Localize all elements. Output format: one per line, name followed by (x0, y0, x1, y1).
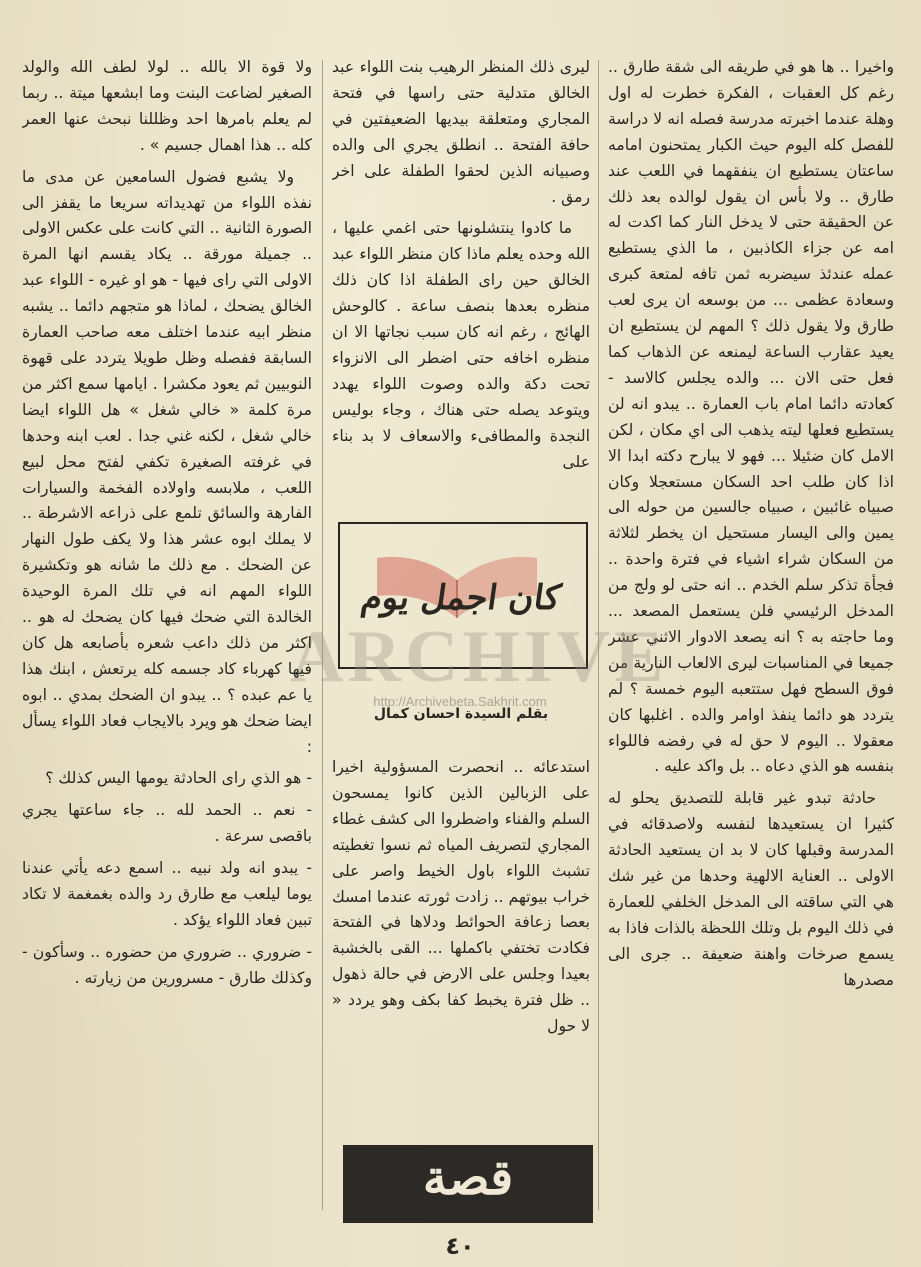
article-byline: بقلم السيدة احسان كمال (373, 706, 549, 722)
article-column-middle-top (332, 55, 590, 500)
paragraph: ما كادوا ينتشلونها حتى اغمي عليها ، الله وحده يعلم ماذا كان منظر اللواء عبد الخالق حين راى الطفلة اذا كان ذلك منظره بعدها بنصف ساعة . كالوحش الهائج ، رغم انه كان سبب نجاتها الا ان منظره اخافه حتى اضطر الى الانزواء تحت دكة والده وصوت اللواء يهدد ويتوعد يصله حتى هناك ، وجاء بوليس النجدة والمطافىء والاسعاف لا بد بناء على (332, 219, 590, 471)
paragraph: ليرى ذلك المنظر الرهيب بنت اللواء عبد الخالق متدلية حتى راسها في فتحة المجاري ومتعلقة بيديها الضعيفتين في حافة الفتحة .. انطلق يجري الى والده وصبيانه الذين لحقوا الطفلة على اخر رمق . (332, 58, 590, 206)
paragraph: حادثة تبدو غير قابلة للتصديق يحلو له كثيرا ان يستعيدها لنفسه ولاصدقائه في المدرسة وقبلها كان لا بد ان يستعيد الحادثة الاولى .. العناية الالهية وحدها من غير شك هي التي ساقته الى المدخل الخلفي للعمارة في ذلك اليوم بل وتلك اللحظة بالذات فاذا به يسمع صرخات واهنة ضعيفة .. جرى الى مصدرها (608, 789, 894, 989)
dialogue-line: - نعم .. الحمد لله .. جاء ساعتها يجري باقصى سرعة . (22, 801, 312, 846)
page-number: ٤٠ (445, 1232, 475, 1260)
paragraph: استدعائه .. انحصرت المسؤولية اخيرا على الزبالين الذين كانوا يمسحون السلم والفناء واضطروا الى كشف غطاء المجاري لتصريف المياه ثم نسوا تغطيته تشبث اللواء باول الخيط واصر على خراب بيوتهم .. زادت ثورته عندما امسك بعصا زعافة الحوائط ودلاها في الفتحة فكادت تختفي باكملها ... القى بالخشبة بعيدا وجلس على الارض في حالة ذهول .. ظل فترة يخبط كفا بكف وهو يردد « لا حول (332, 758, 590, 1036)
paragraph: ولا قوة الا بالله .. لولا لطف الله والولد الصغير لضاعت البنت وما ابشعها ميتة .. ربما لم يعلم بامرها احد وظللنا نبحث عنها العمر كله .. هذا اهمال جسيم » . (22, 58, 312, 154)
dialogue-line: - يبدو انه ولد نبيه .. اسمع دعه يأتي عندنا يوما ليلعب مع طارق رد والده بغمغمة لا تكاد تبين فعاد اللواء يؤكد . (22, 859, 312, 929)
dialogue-line: - ضروري .. ضروري من حضوره .. وسأكون - وكذلك طارق - مسرورين من زيارته . (22, 942, 312, 987)
watermark-text: ARCHIVE (290, 616, 668, 698)
article-title: كان اجمل يوم (358, 578, 564, 618)
paragraph: ولا يشبع فضول السامعين عن مدى ما نفذه اللواء من تهديداته سريعا ما يقفز الى الصورة الثانية .. التي كانت على عكس الاولى .. جميلة مورقة .. يكاد يقسم انها المرة الاولى التي راى فيها - هو او غيره - اللواء عبد الخالق يضحك ، لماذا هو متجهم دائما .. يشبه منظر ابيه عندما اختلف معه صاحب العمارة السابقة ففصله وظل طويلا يتردد على قهوة النوبيين ثم يعود مكشرا . ايامها سمع اكثر من مرة كلمة « خالي شغل » هل اللواء ايضا خالي شغل ، لكنه غني جدا . لعب ابنه وحدها في غرفته الصغيرة تكفي لفتح محل لبيع اللعب ، ملابسه واولاده الفخمة والسيارات الفارهة والسائق تلمع على ذراعه الاشرطة .. لا يملك ابوه عشر هذا ولا يكف طول النهار عن الضحك . مع ذلك ما شانه هو وتكشيرة اللواء المهم انه في تلك المرة الوحيدة الخالدة التي ضحك فيها كان يضحك له هو .. اكثر من ذلك داعب شعره بأصابعه هل كان فيها كهرباء كاد جسمه كله يرتعش ، ابنك هذا يا عم عبده ؟ .. يبدو ان الضحك بمدي .. ابوه ايضا ضحك هو ويرد بالايجاب فعاد اللواء يسأل : (22, 167, 312, 756)
paragraph: واخيرا .. ها هو في طريقه الى شقة طارق .. رغم كل العقبات ، الفكرة خطرت له اول وهلة عندما اخبرته مدرسة فصله انه لا دراسة للفصل كله اليوم حيث الكبار يمتحنون امامه ساعتان يستطيع ان ينفقهما في اللعب عند طارق .. ولا بأس ان يقول لوالده بعد ذلك عن الحقيقة حتى لا يدخل النار كما اكدت له امه عن جزاء الكاذبين ، ما الذي يستطيع عمله عندئذ سيضربه ثمن تافه لمتعة كبرى وسعادة عظمى ... من بوسعه ان يرى لعب طارق ولا يقول ذلك ؟ المهم لن يستطيع ان يعيد عقارب الساعة ليمنعه عن الذهاب كما فعل حتى الان ... والده يجلس كالاسد - كعادته دائما امام باب العمارة .. يبدو انه لن يستطيع فعلها ليته يذهب الى اي مكان ، لكن الامل كان ضئيلا ... فهو لا يبارح دكته ابدا الا اذا كان طلب احد السكان مستعجلا وكان صبياه غائبين ، صبياه جالسين من حوله الى يمين والى اليسار مستحيل ان يخطر لثلاثة من السكان شراء اشياء في فترة واحدة .. فجأة تذكر سلم الخدم .. انه حتى لو ولج من المدخل الرئيسي فلن يستعمل المصعد ... وما حاجته به ؟ انه يصعد الادوار الاثني عشر جميعا في المناسبات ليرى الالعاب النارية من فوق السطح فهل ستتعبه اليوم خمسة ؟ لم يتردد هو دائما ينفذ اوامر والده . اغلبها كان معقولا .. اليوم لا حق له في رفضه فاللواء بنفسه هو الذي دعاه .. بل واكد عليه . (608, 58, 894, 776)
story-banner-label: قصة (422, 1150, 514, 1206)
article-column-left (22, 55, 312, 1225)
dialogue-line: - هو الذي راى الحادثة يومها اليس كذلك ؟ (45, 769, 312, 788)
article-column-middle-bottom (332, 755, 590, 1135)
watermark-url: http://Archivebeta.Sakhrit.com (373, 694, 547, 709)
